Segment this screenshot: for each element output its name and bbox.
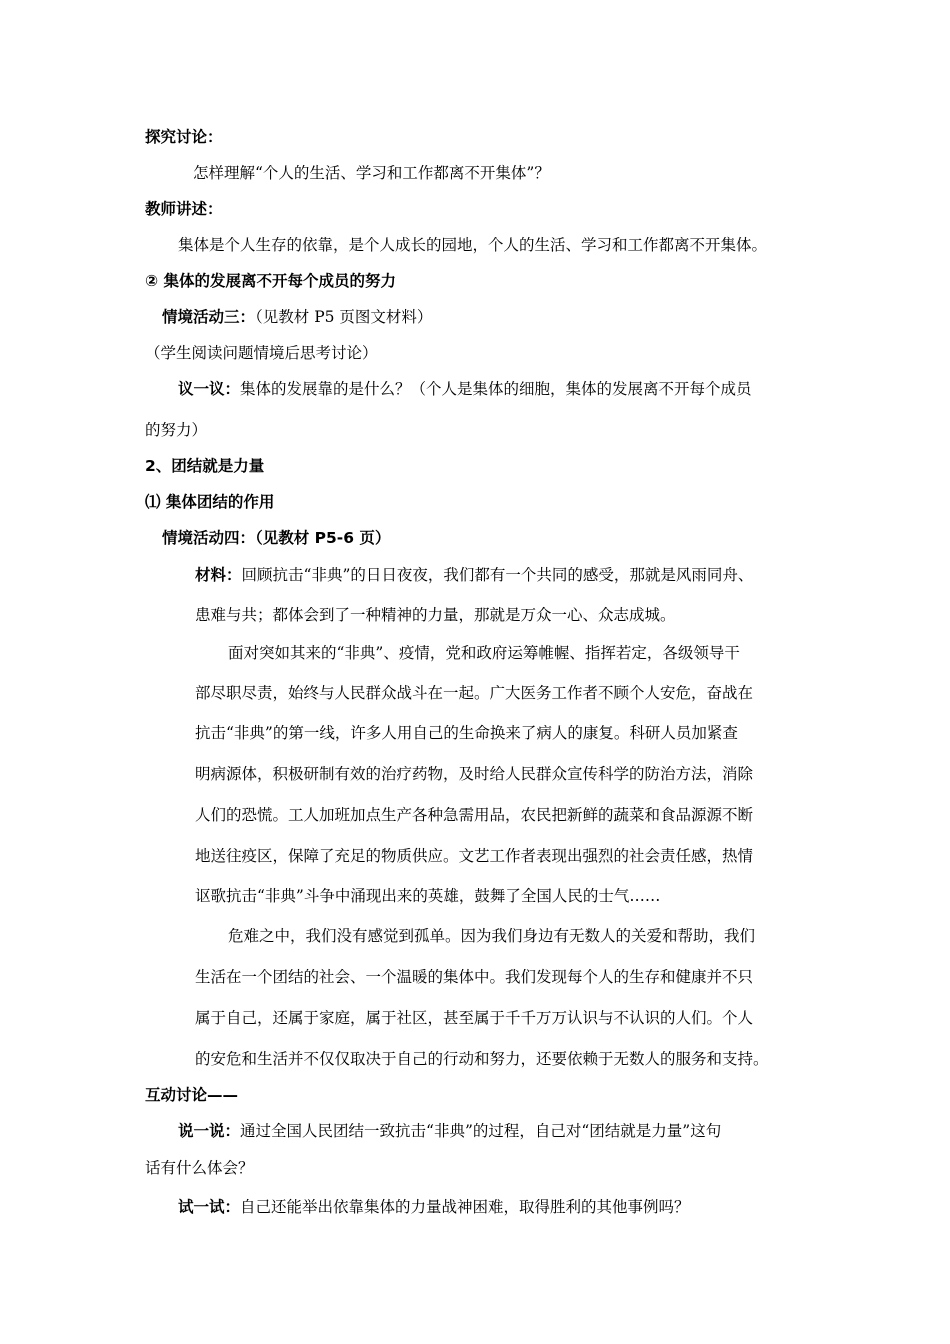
heading-teacher-narration: 教师讲述： <box>145 200 223 218</box>
material-paragraph-line: 部尽职尽责，始终与人民群众战斗在一起。广大医务工作者不顾个人安危，奋战在 <box>195 684 754 702</box>
activity-three-label: 情境活动三： <box>162 308 256 326</box>
say-text: 通过全国人民团结一致抗击“非典”的过程，自己对“团结就是力量”这句 <box>240 1122 722 1140</box>
activity-three-text: （见教材 P5 页图文材料） <box>255 308 433 326</box>
say-continuation: 话有什么体会？ <box>145 1159 254 1177</box>
activity-three-line <box>162 307 432 327</box>
material-paragraph-line: 讴歌抗击“非典”斗争中涌现出来的英雄，鼓舞了全国人民的士气…… <box>195 887 661 905</box>
material-line <box>195 565 753 585</box>
paragraph-student-reading: （学生阅读问题情境后思考讨论） <box>145 344 378 362</box>
subsection-heading-unity-role: ⑴ 集体团结的作用 <box>145 493 275 511</box>
material-paragraph-line: 属于自己，还属于家庭，属于社区，甚至属于千千万万认识与不认识的人们。个人 <box>195 1009 754 1027</box>
discuss-text: 集体的发展靠的是什么？（个人是集体的细胞，集体的发展离不开每个成员 <box>240 380 752 398</box>
material-paragraph-line: 危难之中，我们没有感觉到孤单。因为我们身边有无数人的关爱和帮助，我们 <box>228 927 756 945</box>
material-paragraph-line: 地送往疫区，保障了充足的物质供应。文艺工作者表现出强烈的社会责任感，热情 <box>195 847 754 865</box>
heading-inquiry-discussion: 探究讨论： <box>145 128 223 146</box>
material-paragraph-line: 面对突如其来的“非典”、疫情，党和政府运筹帷幄、指挥若定，各级领导干 <box>228 644 740 662</box>
material-label: 材料： <box>195 566 242 584</box>
heading-interactive-discussion: 互动讨论—— <box>145 1086 239 1104</box>
material-paragraph-line: 抗击“非典”的第一线，许多人用自己的生命换来了病人的康复。科研人员加紧查 <box>195 724 738 742</box>
material-paragraph-line: 的安危和生活并不仅仅取决于自己的行动和努力，还要依赖于无数人的服务和支持。 <box>195 1050 769 1068</box>
section-heading-unity: 2、团结就是力量 <box>145 457 265 475</box>
say-line <box>178 1121 721 1141</box>
try-text: 自己还能举出依靠集体的力量战神困难，取得胜利的其他事例吗？ <box>240 1198 690 1216</box>
material-paragraph-line: 患难与共；都体会到了一种精神的力量，那就是万众一心、众志成城。 <box>195 606 676 624</box>
say-label: 说一说： <box>178 1122 241 1140</box>
material-paragraph-line: 生活在一个团结的社会、一个温暖的集体中。我们发现每个人的生存和健康并不只 <box>195 968 754 986</box>
section-heading-collective-development: ② 集体的发展离不开每个成员的努力 <box>145 272 397 290</box>
paragraph-narration: 集体是个人生存的依靠，是个人成长的园地，个人的生活、学习和工作都离不开集体。 <box>178 236 768 254</box>
discuss-continuation: 的努力） <box>145 421 208 439</box>
material-paragraph-line: 明病源体，积极研制有效的治疗药物，及时给人民群众宣传科学的防治方法，消除 <box>195 765 754 783</box>
try-line <box>178 1197 690 1217</box>
discuss-line <box>178 379 752 399</box>
material-paragraph-line: 人们的恐慌。工人加班加点生产各种急需用品，农民把新鲜的蔬菜和食品源源不断 <box>195 806 754 824</box>
try-label: 试一试： <box>178 1198 241 1216</box>
discuss-label: 议一议： <box>178 380 241 398</box>
paragraph-question: 怎样理解“个人的生活、学习和工作都离不开集体”？ <box>193 164 550 182</box>
material-text: 回顾抗击“非典”的日日夜夜，我们都有一个共同的感受，那就是风雨同舟、 <box>241 566 754 584</box>
activity-four-heading: 情境活动四：（见教材 P5-6 页） <box>162 529 391 547</box>
